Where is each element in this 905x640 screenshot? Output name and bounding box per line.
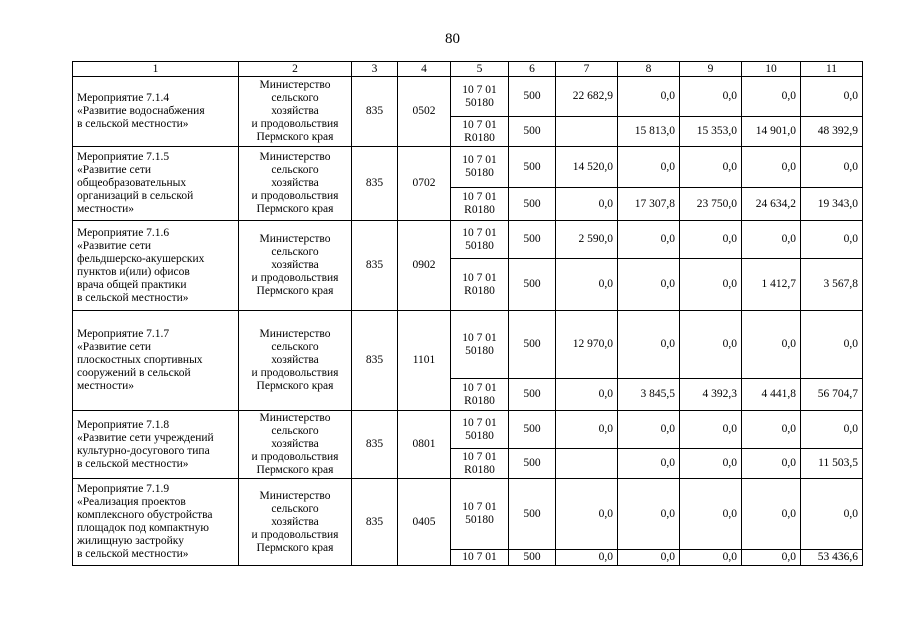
code-cell: 10 7 01 50180 xyxy=(451,221,509,259)
value-cell: 2 590,0 xyxy=(556,221,618,259)
value-cell: 0,0 xyxy=(742,550,801,566)
value-cell: 48 392,9 xyxy=(801,117,863,147)
value-cell: 0,0 xyxy=(680,221,742,259)
value-cell: 0,0 xyxy=(618,77,680,117)
value-cell: 0,0 xyxy=(618,311,680,379)
activity-cell: Мероприятие 7.1.6 «Развитие сети фельдшерско-акушерских пунктов и(или) офисов врача общей практики в сельской местности» xyxy=(73,221,239,311)
value-cell: 22 682,9 xyxy=(556,77,618,117)
cell-col6: 500 xyxy=(509,147,556,188)
header-row xyxy=(73,62,863,77)
value-cell: 4 441,8 xyxy=(742,379,801,411)
code-cell: 10 7 01 xyxy=(451,550,509,566)
code-cell: 10 7 01 50180 xyxy=(451,77,509,117)
cell-col3: 835 xyxy=(352,479,398,566)
value-cell: 0,0 xyxy=(556,188,618,221)
value-cell: 0,0 xyxy=(742,77,801,117)
table-row xyxy=(73,77,863,117)
value-cell: 0,0 xyxy=(618,147,680,188)
code-cell: 10 7 01 50180 xyxy=(451,411,509,449)
value-cell: 19 343,0 xyxy=(801,188,863,221)
cell-col3: 835 xyxy=(352,147,398,221)
value-cell: 0,0 xyxy=(680,449,742,479)
ministry-cell: Министерство сельского хозяйства и продовольствия Пермского края xyxy=(239,311,352,411)
header-cell: 1 xyxy=(73,62,239,77)
value-cell: 3 567,8 xyxy=(801,259,863,311)
value-cell: 0,0 xyxy=(618,221,680,259)
value-cell: 0,0 xyxy=(680,259,742,311)
value-cell: 0,0 xyxy=(680,411,742,449)
value-cell: 0,0 xyxy=(618,449,680,479)
ministry-cell: Министерство сельского хозяйства и продовольствия Пермского края xyxy=(239,221,352,311)
value-cell: 0,0 xyxy=(618,479,680,550)
cell-col4: 0502 xyxy=(398,77,451,147)
table-row xyxy=(73,479,863,550)
code-cell: 10 7 01 50180 xyxy=(451,147,509,188)
value-cell: 15 353,0 xyxy=(680,117,742,147)
header-cell: 2 xyxy=(239,62,352,77)
header-cell: 4 xyxy=(398,62,451,77)
code-cell: 10 7 01 50180 xyxy=(451,479,509,550)
page-number: 80 xyxy=(445,31,460,47)
cell-col6: 500 xyxy=(509,77,556,117)
cell-col3: 835 xyxy=(352,221,398,311)
value-cell xyxy=(556,449,618,479)
value-cell: 0,0 xyxy=(742,221,801,259)
cell-col4: 1101 xyxy=(398,311,451,411)
cell-col6: 500 xyxy=(509,188,556,221)
value-cell: 0,0 xyxy=(801,147,863,188)
header-cell: 8 xyxy=(618,62,680,77)
value-cell xyxy=(556,117,618,147)
activity-cell: Мероприятие 7.1.7 «Развитие сети плоскостных спортивных сооружений в сельской местности» xyxy=(73,311,239,411)
cell-col6: 500 xyxy=(509,411,556,449)
value-cell: 0,0 xyxy=(556,479,618,550)
activity-cell: Мероприятие 7.1.8 «Развитие сети учреждений культурно-досугового типа в сельской местности» xyxy=(73,411,239,479)
cell-col3: 835 xyxy=(352,411,398,479)
cell-col3: 835 xyxy=(352,311,398,411)
value-cell: 0,0 xyxy=(680,479,742,550)
value-cell: 23 750,0 xyxy=(680,188,742,221)
header-cell: 6 xyxy=(509,62,556,77)
cell-col4: 0405 xyxy=(398,479,451,566)
value-cell: 11 503,5 xyxy=(801,449,863,479)
table-row xyxy=(73,221,863,259)
cell-col6: 500 xyxy=(509,550,556,566)
value-cell: 12 970,0 xyxy=(556,311,618,379)
activity-cell: Мероприятие 7.1.5 «Развитие сети общеобразовательных организаций в сельской местности» xyxy=(73,147,239,221)
value-cell: 17 307,8 xyxy=(618,188,680,221)
code-cell: 10 7 01 R0180 xyxy=(451,449,509,479)
value-cell: 0,0 xyxy=(556,379,618,411)
activity-cell: Мероприятие 7.1.9 «Реализация проектов комплексного обустройства площадок под компактную жилищную застройку в сельской местности» xyxy=(73,479,239,566)
value-cell: 56 704,7 xyxy=(801,379,863,411)
value-cell: 0,0 xyxy=(618,550,680,566)
value-cell: 3 845,5 xyxy=(618,379,680,411)
value-cell: 1 412,7 xyxy=(742,259,801,311)
value-cell: 53 436,6 xyxy=(801,550,863,566)
header-cell: 11 xyxy=(801,62,863,77)
table-row xyxy=(73,411,863,449)
value-cell: 0,0 xyxy=(556,550,618,566)
cell-col4: 0801 xyxy=(398,411,451,479)
cell-col3: 835 xyxy=(352,77,398,147)
cell-col6: 500 xyxy=(509,479,556,550)
value-cell: 0,0 xyxy=(801,311,863,379)
value-cell: 0,0 xyxy=(618,411,680,449)
code-cell: 10 7 01 R0180 xyxy=(451,379,509,411)
value-cell: 0,0 xyxy=(618,259,680,311)
cell-col4: 0702 xyxy=(398,147,451,221)
value-cell: 0,0 xyxy=(801,77,863,117)
value-cell: 0,0 xyxy=(680,311,742,379)
header-cell: 10 xyxy=(742,62,801,77)
code-cell: 10 7 01 R0180 xyxy=(451,117,509,147)
ministry-cell: Министерство сельского хозяйства и продовольствия Пермского края xyxy=(239,77,352,147)
ministry-cell: Министерство сельского хозяйства и продовольствия Пермского края xyxy=(239,479,352,566)
header-cell: 5 xyxy=(451,62,509,77)
header-cell: 3 xyxy=(352,62,398,77)
code-cell: 10 7 01 R0180 xyxy=(451,259,509,311)
value-cell: 0,0 xyxy=(556,411,618,449)
cell-col4: 0902 xyxy=(398,221,451,311)
value-cell: 0,0 xyxy=(742,147,801,188)
table-row xyxy=(73,147,863,188)
code-cell: 10 7 01 50180 xyxy=(451,311,509,379)
value-cell: 0,0 xyxy=(801,411,863,449)
cell-col6: 500 xyxy=(509,259,556,311)
value-cell: 24 634,2 xyxy=(742,188,801,221)
value-cell: 14 520,0 xyxy=(556,147,618,188)
budget-table xyxy=(72,61,863,566)
value-cell: 0,0 xyxy=(801,479,863,550)
table-row xyxy=(73,311,863,379)
cell-col6: 500 xyxy=(509,221,556,259)
value-cell: 0,0 xyxy=(742,411,801,449)
value-cell: 0,0 xyxy=(742,311,801,379)
value-cell: 0,0 xyxy=(680,77,742,117)
cell-col6: 500 xyxy=(509,449,556,479)
value-cell: 0,0 xyxy=(556,259,618,311)
ministry-cell: Министерство сельского хозяйства и продовольствия Пермского края xyxy=(239,147,352,221)
code-cell: 10 7 01 R0180 xyxy=(451,188,509,221)
header-cell: 9 xyxy=(680,62,742,77)
value-cell: 0,0 xyxy=(680,147,742,188)
value-cell: 4 392,3 xyxy=(680,379,742,411)
cell-col6: 500 xyxy=(509,379,556,411)
header-cell: 7 xyxy=(556,62,618,77)
ministry-cell: Министерство сельского хозяйства и продовольствия Пермского края xyxy=(239,411,352,479)
cell-col6: 500 xyxy=(509,311,556,379)
value-cell: 15 813,0 xyxy=(618,117,680,147)
value-cell: 0,0 xyxy=(801,221,863,259)
value-cell: 0,0 xyxy=(742,449,801,479)
value-cell: 14 901,0 xyxy=(742,117,801,147)
value-cell: 0,0 xyxy=(680,550,742,566)
cell-col6: 500 xyxy=(509,117,556,147)
value-cell: 0,0 xyxy=(742,479,801,550)
activity-cell: Мероприятие 7.1.4 «Развитие водоснабжения в сельской местности» xyxy=(73,77,239,147)
